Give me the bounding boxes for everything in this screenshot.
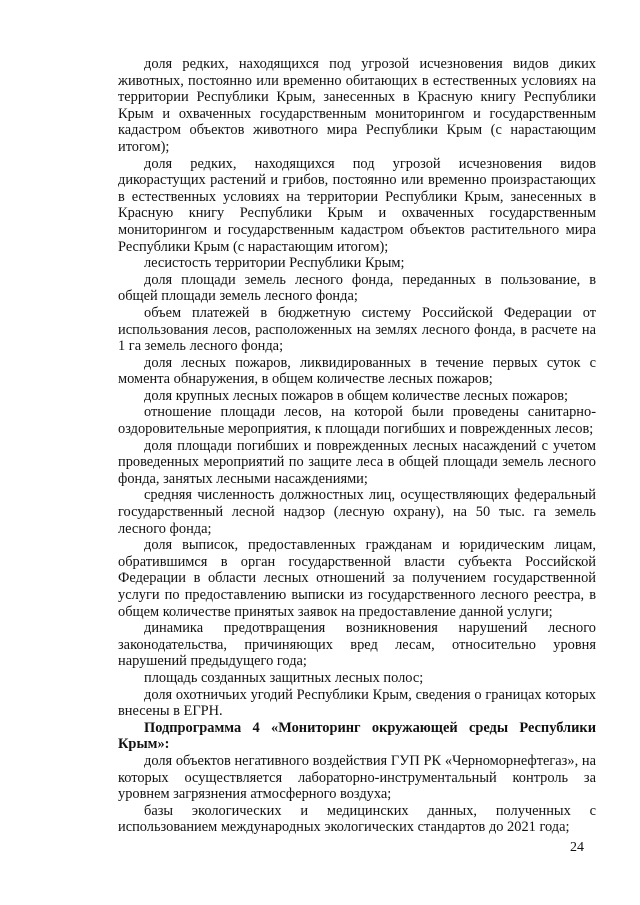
- subprogram-heading: Подпрограмма 4 «Мониторинг окружающей среды Республики Крым»:: [118, 719, 596, 753]
- paragraph-sanitary-measures: отношение площади лесов, на которой были проведены санитарно-оздоровительные мероприятия, к площади погибших и поврежденных лесов;: [118, 404, 596, 438]
- paragraph-forest-cover: лесистость территории Республики Крым;: [144, 255, 405, 272]
- paragraph-registry-extracts: доля выписок, предоставленных гражданам и юридическим лицам, обратившимся в орган государственной власти субъекта Российской Федерации в области лесных отношений за получением государственной услуги по предоставлению выписки из государственного лесного реестра, в общем количестве принятых заявок на предоставление данной услуги;: [118, 537, 596, 620]
- paragraph-budget-payments: объем платежей в бюджетную систему Российской Федерации от использования лесов, расположенных на землях лесного фонда, в расчете на 1 га земель лесного фонда;: [118, 304, 596, 355]
- paragraph-rare-animals: доля редких, находящихся под угрозой исчезновения видов диких животных, постоянно или временно обитающих в естественных условиях на территории Республики Крым, занесенных в Красную книгу Республики Крым и охваченных государственным мониторингом и государственным кадастром объектов животного мира Республики Крым (с нарастающим итогом);: [118, 56, 596, 155]
- document-body: [118, 56, 596, 836]
- paragraph-air-monitoring: доля объектов негативного воздействия ГУП РК «Черноморнефтегаз», на которых осуществляется лабораторно-инструментальный контроль за уровнем загрязнения атмосферного воздуха;: [118, 752, 596, 803]
- paragraph-data-bases: базы экологических и медицинских данных, полученных с использованием международных экологических стандартов до 2021 года;: [118, 802, 596, 836]
- paragraph-rare-plants: доля редких, находящихся под угрозой исчезновения видов дикорастущих растений и грибов, постоянно или временно произрастающих в естественных условиях на территории Республики Крым, занесенных в Красную книгу Республики Крым и охваченных государственным мониторингом и государственным кадастром объектов растительного мира Республики Крым (с нарастающим итогом);: [118, 155, 596, 255]
- paragraph-violation-dynamics: динамика предотвращения возникновения нарушений лесного законодательства, причиняющих вред лесам, относительно уровня нарушений предыдущего года;: [118, 620, 596, 670]
- paragraph-protective-belts: площадь созданных защитных лесных полос;: [144, 669, 424, 686]
- paragraph-damaged-plantings: доля площади погибших и поврежденных лесных насаждений с учетом проведенных мероприятий по защите леса в общей площади земель лесного фонда, занятых лесными насаждениями;: [118, 437, 596, 487]
- page-number: 24: [570, 840, 584, 855]
- paragraph-large-fires: доля крупных лесных пожаров в общем количестве лесных пожаров;: [144, 387, 569, 404]
- paragraph-hunting-grounds: доля охотничьих угодий Республики Крым, сведения о границах которых внесены в ЕГРН.: [118, 686, 596, 720]
- paragraph-forest-guard-staff: средняя численность должностных лиц, осуществляющих федеральный государственный лесной надзор (лесную охрану), на 50 тыс. га земель лесного фонда;: [118, 487, 596, 537]
- paragraph-fires-first-day: доля лесных пожаров, ликвидированных в течение первых суток с момента обнаружения, в общем количестве лесных пожаров;: [118, 354, 596, 388]
- paragraph-forest-land-use: доля площади земель лесного фонда, переданных в пользование, в общей площади земель лесного фонда;: [118, 271, 596, 305]
